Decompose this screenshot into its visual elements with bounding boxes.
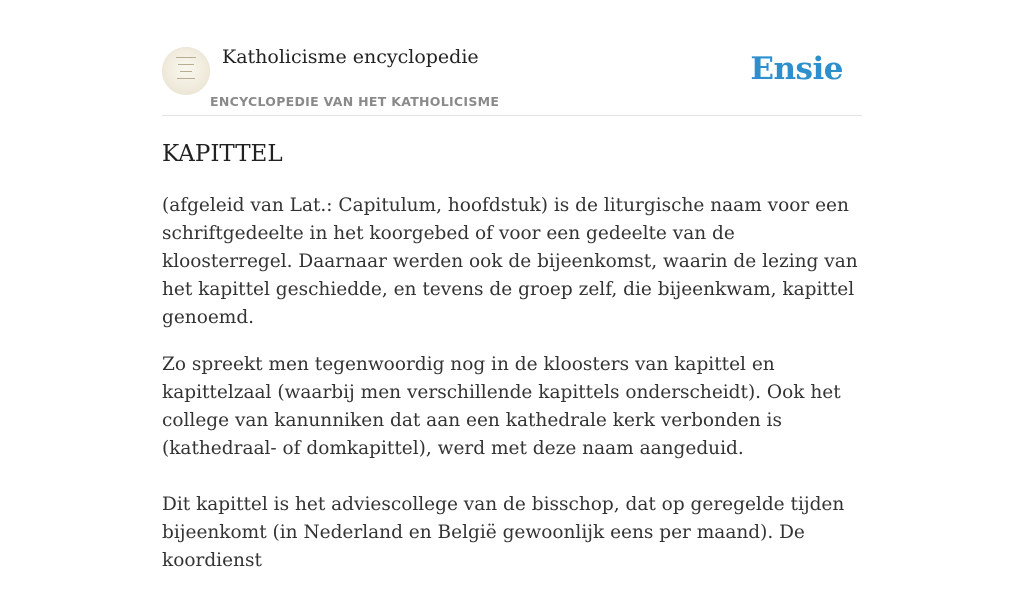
book-cover-icon[interactable] [162, 47, 210, 95]
cover-line [177, 78, 195, 79]
article-paragraph: (afgeleid van Lat.: Capitulum, hoofdstuk) is de liturgische naam voor een schriftgedeelte in het koorgebed of voor een gedeelte van de kloosterregel. Daarnaar werden ook de bijeenkomst, waarin de lezing van het kapittel geschiedde, en tevens de groep zelf, die bijeenkwam, kapittel genoemd. [162, 195, 858, 328]
cover-line [176, 57, 196, 58]
article-title: KAPITTEL [162, 141, 283, 167]
site-subtitle[interactable]: ENCYCLOPEDIE VAN HET KATHOLICISME [210, 94, 500, 109]
article-paragraph: Zo spreekt men tegenwoordig nog in de kloosters van kapittel en kapittelzaal (waarbij men verschillende kapittels onderscheidt). Ook het college van kanunniken dat aan een kathedrale kerk verbonden is (kathedraal- of domkapittel), werd met deze naam aangeduid. [162, 354, 841, 459]
ensie-logo[interactable]: Ensie [750, 51, 843, 87]
article-paragraph: Dit kapittel is het adviescollege van de bisschop, dat op geregelde tijden bijeenkomt (in Nederland en België gewoonlijk eens per maand). De koordienst [162, 494, 845, 571]
cover-line [180, 71, 192, 72]
site-header [162, 0, 862, 116]
article [162, 138, 862, 594]
site-title[interactable]: Katholicisme encyclopedie [222, 46, 479, 68]
cover-line [178, 64, 194, 65]
